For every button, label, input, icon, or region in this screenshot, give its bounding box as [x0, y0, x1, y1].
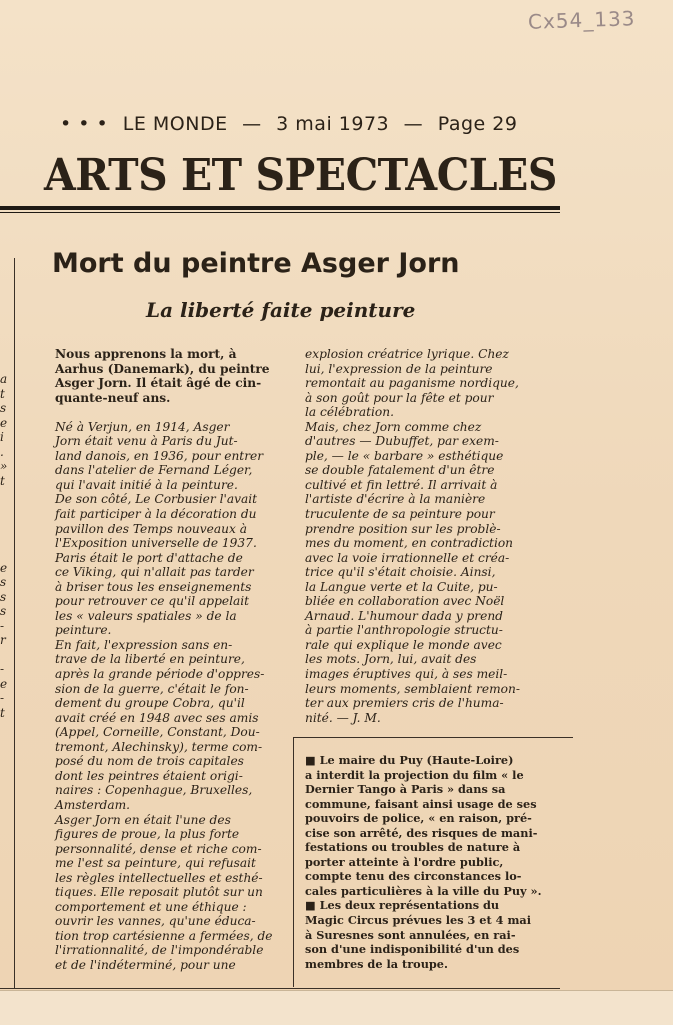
text-line: Dernier Tango à Paris » dans sa [305, 782, 506, 797]
text-line: nité. — J. M. [305, 710, 381, 725]
text-line: personnalité, dense et riche com- [55, 841, 262, 856]
text-line: dement du groupe Cobra, qu'il [55, 696, 245, 711]
text-line: ter aux premiers cris de l'huma- [305, 696, 504, 711]
text-line: naires : Copenhague, Bruxelles, [55, 783, 253, 798]
text-line: Paris était le port d'attache de [55, 550, 243, 565]
text-line: l'irrationnalité, de l'impondérable [55, 943, 264, 958]
text-line: pouvoirs de police, « en raison, pré- [305, 811, 532, 826]
fragment-char: s [0, 575, 7, 589]
fragment-char: i [0, 430, 4, 444]
fragment-char: s [0, 604, 7, 618]
text-line: compte tenu des circonstances lo- [305, 869, 522, 884]
text-line: Magic Circus prévues les 3 et 4 mai [305, 913, 532, 928]
text-line: truculente de sa peinture pour [305, 507, 495, 522]
text-line: pavillon des Temps nouveaux à [55, 521, 247, 536]
text-line: dont les peintres étaient origi- [55, 768, 243, 783]
fragment-char [0, 488, 12, 503]
page-bottom-rule [0, 988, 560, 989]
text-line: Nous apprenons la mort, à [55, 347, 237, 361]
news-box-rule-left [293, 737, 294, 987]
text-line: avait créé en 1948 avec ses amis [55, 710, 259, 725]
text-line: prendre position sur les problè- [305, 521, 501, 536]
masthead-dots: • • • [60, 113, 109, 135]
text-line: ple, — le « barbare » esthétique [305, 448, 504, 463]
column-divider-left [14, 258, 15, 988]
text-line: Asger Jorn. Il était âgé de cin- [55, 376, 262, 391]
section-rule [0, 206, 560, 210]
text-line: membres de la troupe. [305, 956, 448, 971]
fragment-char: e [0, 676, 8, 691]
fragment-char: e [0, 560, 8, 575]
text-line: figures de proue, la plus forte [55, 827, 240, 842]
fragment-char [0, 503, 12, 518]
fragment-char [0, 648, 12, 663]
article-column-right [305, 347, 567, 725]
text-line: images éruptives qui, à ses meil- [305, 667, 508, 682]
text-line: qui l'avait initié à la peinture. [55, 477, 238, 492]
text-line: à partie l'anthropologie structu- [305, 623, 503, 638]
text-line: dans l'atelier de Fernand Léger, [55, 463, 253, 478]
fragment-char: s [0, 401, 7, 415]
fragment-char: r [0, 633, 6, 647]
text-line: commune, faisant ainsi usage de ses [305, 796, 537, 811]
fragment-char: e [0, 415, 8, 430]
fragment-char: - [0, 691, 5, 705]
text-line: land danois, en 1936, pour entrer [55, 448, 264, 463]
text-line: à son goût pour la fête et pour [305, 390, 494, 405]
adjacent-column-fragments [0, 372, 12, 720]
text-line: posé du nom de trois capitales [55, 754, 244, 769]
fragment-char [0, 517, 12, 532]
text-line: a interdit la projection du film « le [305, 767, 524, 782]
text-line: après la grande période d'oppres- [55, 667, 265, 682]
text-line: avec la voie irrationnelle et créa- [305, 550, 510, 565]
text-line: Mais, chez Jorn comme chez [305, 419, 482, 434]
fragment-char: s [0, 589, 7, 604]
masthead-date: 3 mai 1973 [276, 113, 390, 135]
text-line: (Appel, Corneille, Constant, Dou- [55, 725, 260, 740]
section-rule-thin [0, 212, 560, 213]
text-line: se double fatalement d'un être [305, 463, 495, 478]
masthead-paper: LE MONDE [122, 113, 228, 135]
fragment-char [0, 532, 12, 547]
article-column-left [55, 347, 287, 973]
text-line: Asger Jorn en était l'une des [55, 812, 231, 827]
masthead [60, 113, 570, 135]
text-line: l'artiste d'écrire à la manière [305, 492, 486, 507]
text-line: porter atteinte à l'ordre public, [305, 854, 504, 869]
text-line: tremont, Alechinsky), terme com- [55, 739, 263, 754]
text-line: d'autres — Dubuffet, par exem- [305, 434, 499, 449]
masthead-dash: — [242, 113, 262, 135]
text-line: bliée en collaboration avec Noël [305, 594, 505, 609]
fragment-char: . [0, 444, 4, 459]
text-line: la Langue verte et la Cuite, pu- [305, 579, 498, 594]
text-line: leurs moments, semblaient remon- [305, 681, 520, 696]
text-line: trice qu'il s'était choisie. Ainsi, [305, 565, 496, 580]
fragment-char: a [0, 372, 8, 386]
section-title: ARTS ET SPECTACLES [44, 150, 557, 201]
text-line: quante-neuf ans. [55, 390, 171, 405]
fragment-char: t [0, 473, 5, 488]
fragment-char: t [0, 386, 5, 401]
text-line: comportement et une éthique : [55, 899, 247, 914]
text-line: me l'est sa peinture, qui refusait [55, 856, 256, 871]
fragment-char: - [0, 662, 5, 676]
text-line: ■ Le maire du Puy (Haute-Loire) [305, 753, 514, 767]
text-line: cise son arrêté, des risques de mani- [305, 825, 538, 840]
text-line: son d'une indisponibilité d'un des [305, 942, 520, 957]
archive-reference: Cx54_133 [527, 6, 636, 34]
text-line: à briser tous les enseignements [55, 579, 252, 594]
text-line: remontait au paganisme nordique, [305, 376, 519, 391]
text-line: et de l'indéterminé, pour une [55, 957, 236, 972]
masthead-dash: — [403, 113, 424, 135]
text-line: ■ Les deux représentations du [305, 898, 500, 913]
text-line: Jorn était venu à Paris du Jut- [55, 434, 238, 449]
text-line: les « valeurs spatiales » de la [55, 608, 237, 623]
text-line: l'Exposition universelle de 1937. [55, 536, 257, 551]
text-line: peinture. [55, 623, 112, 638]
masthead-page: Page 29 [437, 113, 518, 135]
text-line: trave de la liberté en peinture, [55, 652, 245, 667]
fragment-char [0, 546, 12, 561]
text-line: ouvrir les vannes, qu'une éduca- [55, 914, 256, 929]
text-line: mes du moment, en contradiction [305, 536, 514, 551]
text-line: les mots. Jorn, lui, avait des [305, 652, 477, 667]
text-line: Arnaud. L'humour dada y prend [305, 608, 503, 623]
text-line: En fait, l'expression sans en- [55, 637, 233, 652]
text-line: sion de la guerre, c'était le fon- [55, 681, 249, 696]
text-line: Né à Verjun, en 1914, Asger [55, 419, 230, 434]
news-brief-box [305, 753, 567, 971]
article-subhead: La liberté faite peinture [146, 298, 416, 322]
text-line: les règles intellectuelles et esthé- [55, 870, 263, 885]
text-line [55, 405, 287, 420]
news-box-rule-top [293, 737, 573, 738]
text-line: pour retrouver ce qu'il appelait [55, 594, 250, 609]
text-line: fait participer à la décoration du [55, 507, 257, 522]
text-line: à Suresnes sont annulées, en rai- [305, 927, 516, 942]
text-line: Aarhus (Danemark), du peintre [55, 361, 270, 376]
text-line: De son côté, Le Corbusier l'avait [55, 492, 258, 507]
text-line: tion trop cartésienne a fermées, de [55, 928, 273, 943]
text-line: rale qui explique le monde avec [305, 637, 502, 652]
text-line: explosion créatrice lyrique. Chez [305, 347, 509, 361]
text-line: la célébration. [305, 405, 394, 420]
text-line: festations ou troubles de nature à [305, 840, 521, 855]
fragment-char: » [0, 459, 8, 473]
fragment-char: t [0, 705, 5, 720]
paper-bottom-edge [0, 990, 673, 1025]
text-line: cultivé et fin lettré. Il arrivait à [305, 477, 498, 492]
text-line: lui, l'expression de la peinture [305, 361, 493, 376]
article-headline: Mort du peintre Asger Jorn [52, 248, 460, 279]
fragment-char: - [0, 618, 5, 633]
text-line: cales particulières à la ville du Puy ». [305, 883, 542, 898]
text-line: ce Viking, qui n'allait pas tarder [55, 565, 254, 580]
text-line: tiques. Elle reposait plutôt sur un [55, 885, 263, 900]
text-line: Amsterdam. [55, 797, 131, 812]
